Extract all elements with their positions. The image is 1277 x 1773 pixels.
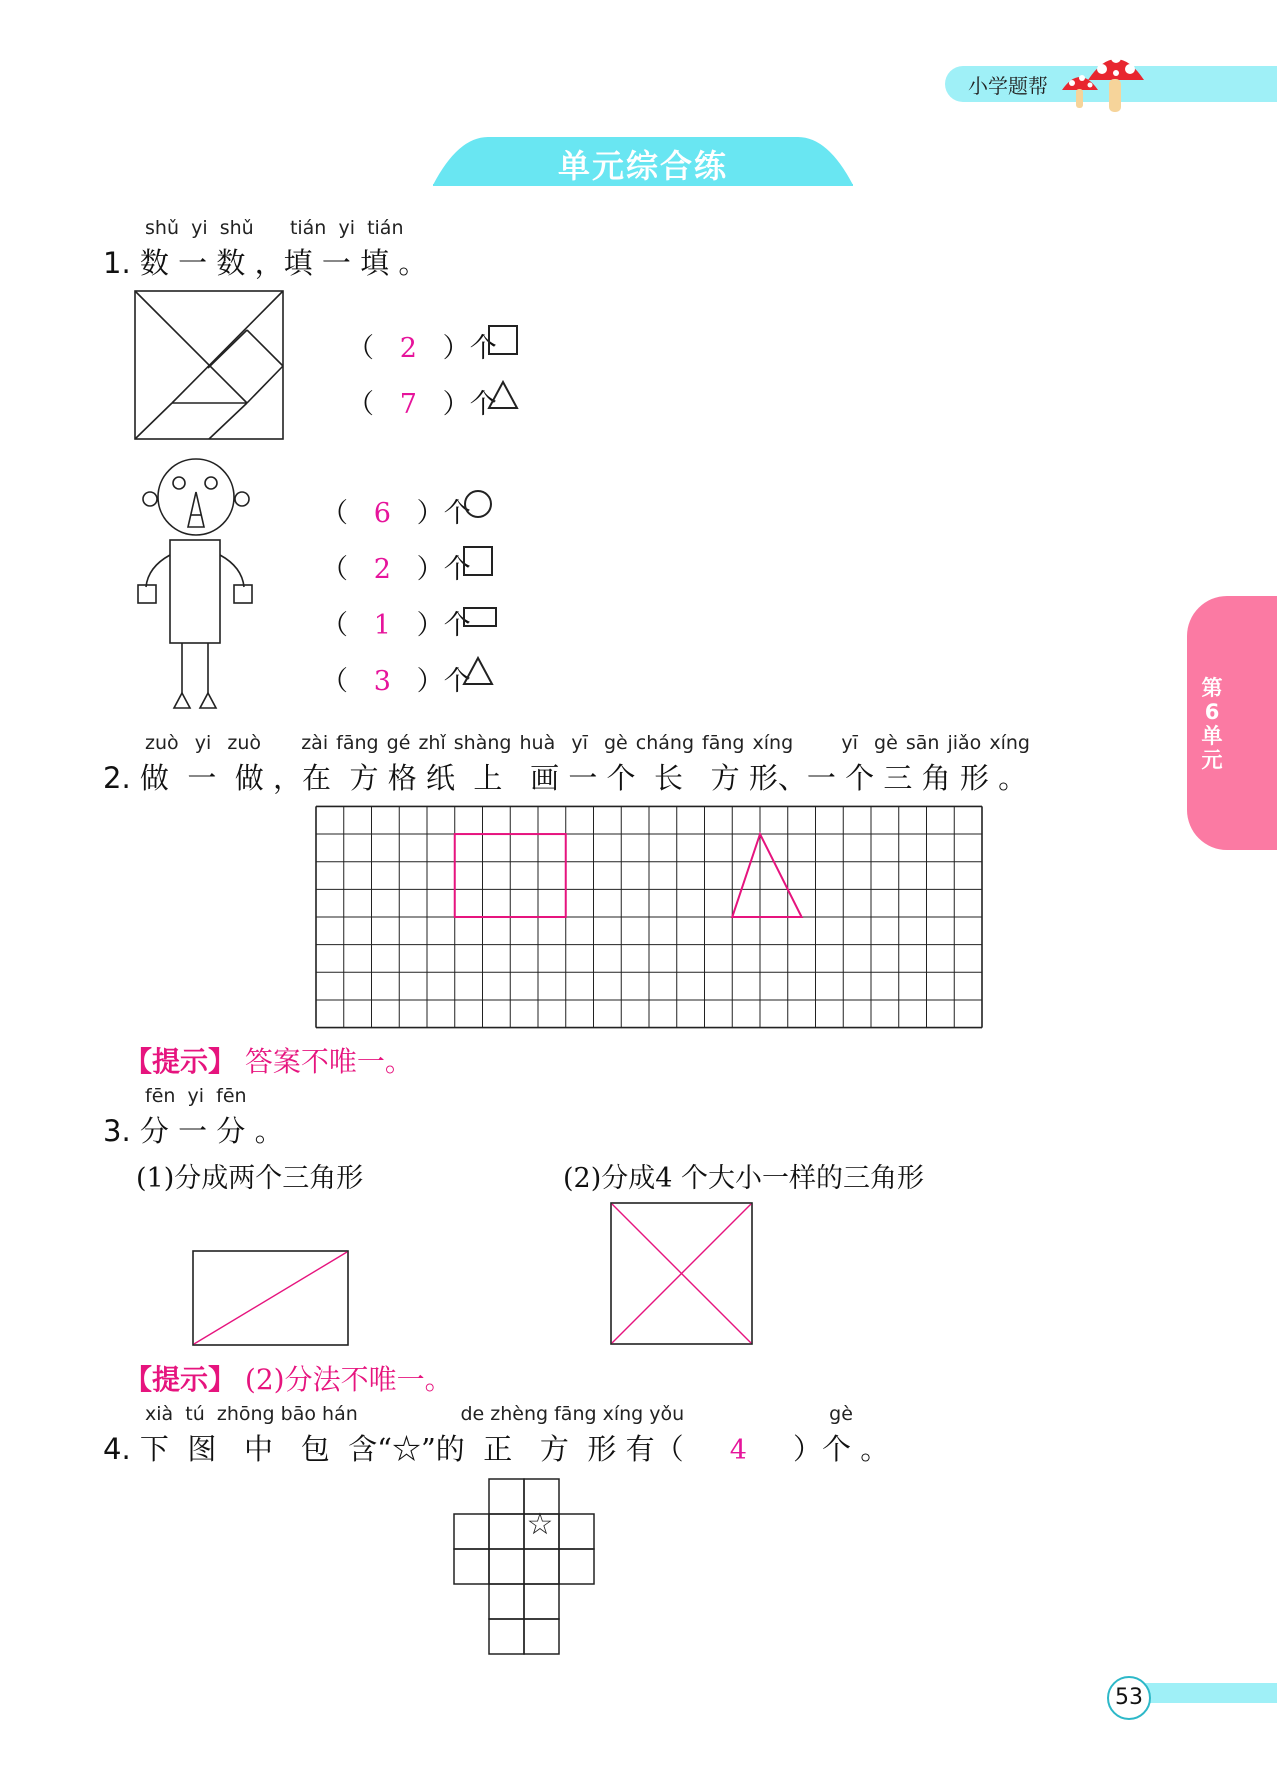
square-divided (610, 1202, 753, 1345)
page-title: 单元综合练 (557, 147, 728, 185)
q1-pinyin: shǔ yi shǔ tián yi tián (145, 217, 404, 239)
answer-value[interactable]: 1 (373, 610, 391, 641)
rectangle-divided (192, 1250, 349, 1346)
rectangle-icon (462, 606, 498, 628)
cross-grid-cell (559, 1514, 594, 1549)
cross-grid-cell (559, 1549, 594, 1584)
circle-icon (462, 488, 494, 520)
q1-text: 1. 数 一 数 ，填 一 填 。 (103, 246, 428, 280)
q2-text: 2. 做 一 做 ，在 方 格 纸 上 画 一 个 长 方 形、一 个 三 角 形 。 (103, 761, 1028, 795)
cross-grid-cell (524, 1584, 559, 1619)
tangram-figure (134, 290, 284, 440)
cross-grid-cell (454, 1549, 489, 1584)
answer-value[interactable]: 2 (399, 333, 417, 364)
cross-grid-figure (453, 1478, 595, 1654)
q3-sub1: (1)分成两个三角形 (136, 1163, 364, 1194)
q2-hint: 【提示】 答案不唯一。 (124, 1045, 413, 1078)
unit-tab-label: 第6单元 (1201, 676, 1223, 772)
cross-grid-cell (524, 1619, 559, 1654)
square-icon (462, 545, 494, 577)
triangle-icon (462, 656, 494, 686)
cross-grid-cell (489, 1549, 524, 1584)
cross-grid-cell (489, 1584, 524, 1619)
cross-grid-cell (524, 1549, 559, 1584)
triangle-icon (487, 380, 519, 410)
page-number: 53 (1107, 1676, 1151, 1720)
q1a-square-count: （ 2 ）个 (347, 333, 497, 364)
q1b-circle-count: （ 6 ）个 (321, 498, 471, 529)
mushroom-icon (1058, 44, 1148, 116)
q1b-triangle-count: （ 3 ）个 (321, 666, 471, 697)
cross-grid-cell (489, 1619, 524, 1654)
grid-paper (316, 806, 982, 1028)
cross-grid-cell (489, 1479, 524, 1514)
q1a-triangle-count: （ 7 ）个 (347, 389, 497, 420)
answer-value[interactable]: 2 (373, 554, 391, 585)
star-icon: ☆ (526, 1507, 554, 1542)
square-icon (487, 324, 519, 356)
q3-hint: 【提示】 (2)分法不唯一。 (124, 1363, 453, 1396)
cross-grid-cell (454, 1514, 489, 1549)
brand-name: 小学题帮 (968, 74, 1048, 98)
q1b-square-count: （ 2 ）个 (321, 554, 471, 585)
answer-value[interactable]: 7 (399, 389, 417, 420)
q4-pinyin: xià tú zhōng bāo hán de zhèng fāng xíng yǒu gè (145, 1403, 853, 1425)
q3-sub2: (2)分成4 个大小一样的三角形 (563, 1163, 925, 1194)
cross-grid-cell (489, 1514, 524, 1549)
q4-text: 4. 下 图 中 包 含“☆”的 正 方 形 有（ 4 ）个 。 (103, 1432, 890, 1466)
shape-person-figure (134, 455, 264, 720)
drawn-triangle (732, 834, 801, 917)
answer-value[interactable]: 4 (729, 1435, 747, 1466)
q3-pinyin: fēn yi fēn (145, 1085, 247, 1107)
answer-value[interactable]: 6 (373, 498, 391, 529)
q2-pinyin: zuò yi zuò zài fāng gé zhǐ shàng huà yī gè cháng fāng xíng yī gè sān jiǎo xíng (145, 732, 1030, 754)
q3-text: 3. 分 一 分 。 (103, 1114, 284, 1148)
q1b-rectangle-count: （ 1 ）个 (321, 610, 471, 641)
answer-value[interactable]: 3 (373, 666, 391, 697)
